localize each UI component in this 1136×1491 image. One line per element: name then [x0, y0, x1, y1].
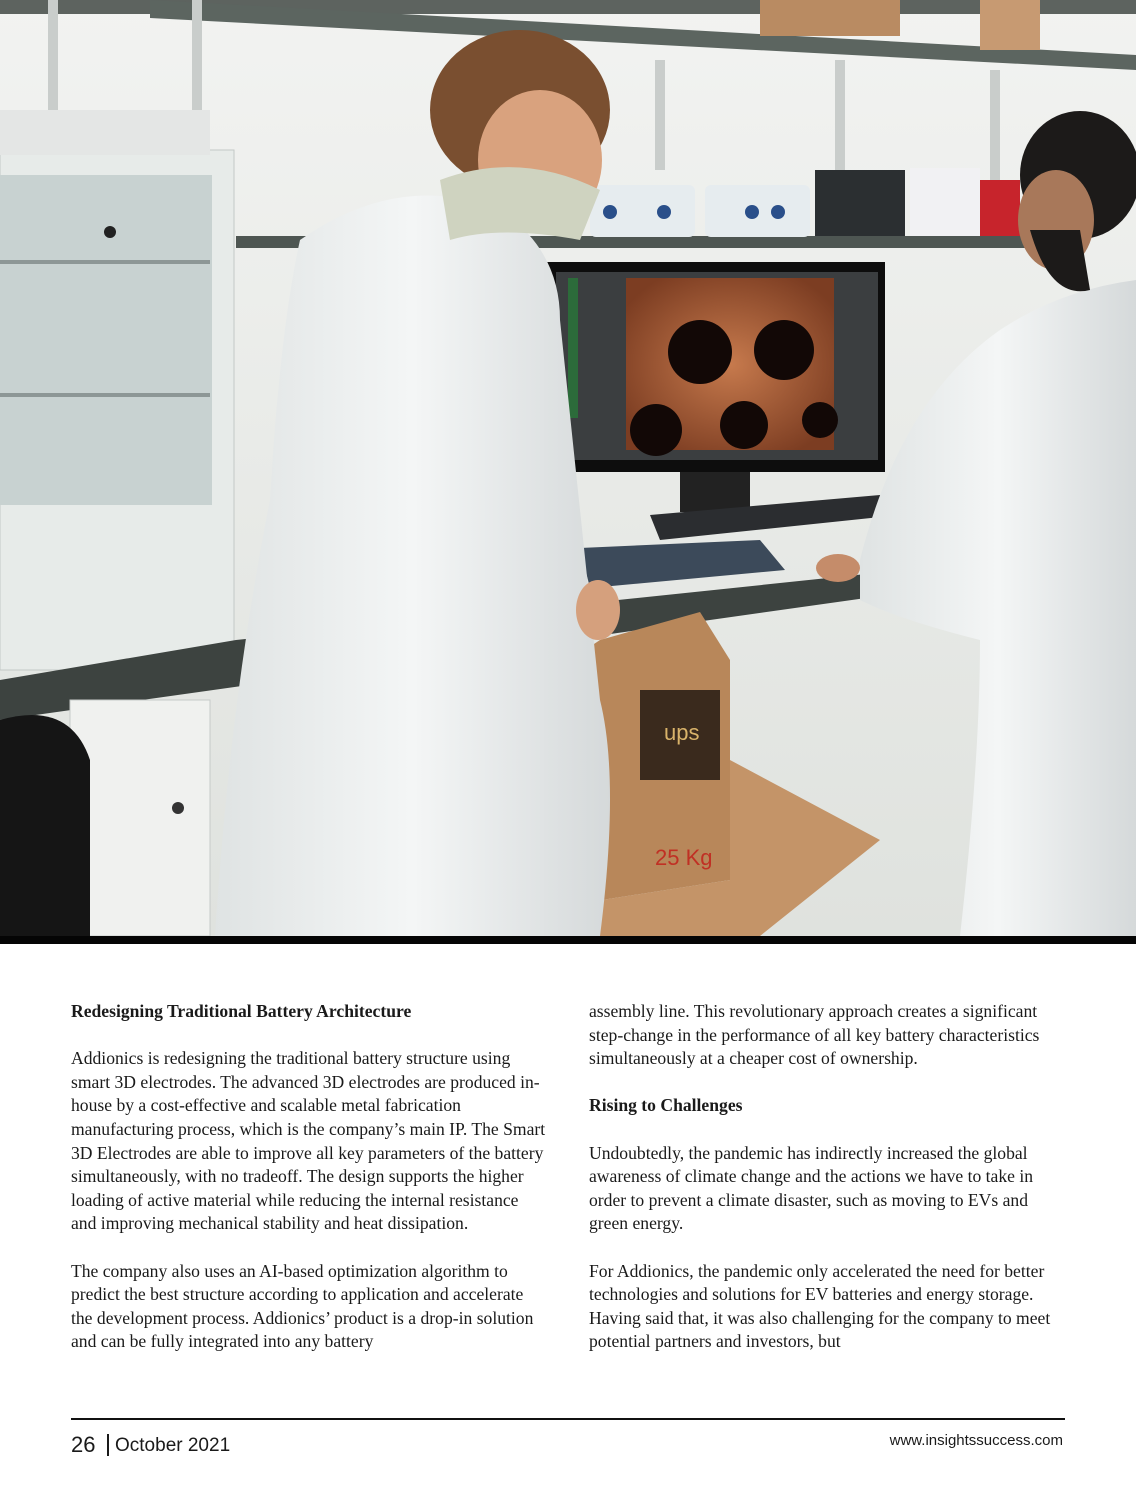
paragraph: For Addionics, the pandemic only accelerated the need for better technologies and solutions for EV batteries and energy storage. Having said that, it was also challenging for the company to meet potential partners and investors, but — [589, 1260, 1051, 1352]
footer-separator — [107, 1434, 109, 1456]
page-number: 26 — [71, 1432, 96, 1457]
footer-rule — [71, 1418, 1065, 1420]
box-weight-label: 25 Kg — [655, 845, 713, 870]
photo-divider — [0, 936, 1136, 944]
section-heading: Redesigning Traditional Battery Architecture — [71, 1001, 412, 1021]
website-link[interactable]: www.insightssuccess.com — [889, 1432, 1063, 1449]
ups-logo-text: ups — [664, 720, 700, 745]
article-column-left — [71, 1000, 547, 1354]
paragraph: Undoubtedly, the pandemic has indirectly increased the global awareness of climate change and the actions we have to take in order to prevent a climate disaster, such as moving to EVs and green energy. — [589, 1142, 1034, 1234]
issue-date: October 2021 — [115, 1435, 231, 1456]
article-column-right — [589, 1000, 1065, 1354]
section-heading: Rising to Challenges — [589, 1095, 743, 1116]
paragraph: Addionics is redesigning the traditional battery structure using smart 3D electrodes. The advanced 3D electrodes are produced in-house by a cost-effective and scalable metal fabrication manufacturing process, which is the company’s main IP. The Smart 3D Electrodes are able to improve all key parameters of the battery simultaneously, with no tradeoff. The design supports the higher loading of active material while reducing the internal resistance and improving mechanical stability and heat dissipation. — [71, 1048, 546, 1234]
paragraph: The company also uses an AI-based optimization algorithm to predict the best structure according to application and accelerate the development process. Addionics’ product is a drop-in solution and can be fully integrated into any battery — [71, 1260, 534, 1352]
paragraph: assembly line. This revolutionary approach creates a significant step-change in the performance of all key battery characteristics simultaneously at a cheaper cost of ownership. — [589, 1001, 1040, 1069]
